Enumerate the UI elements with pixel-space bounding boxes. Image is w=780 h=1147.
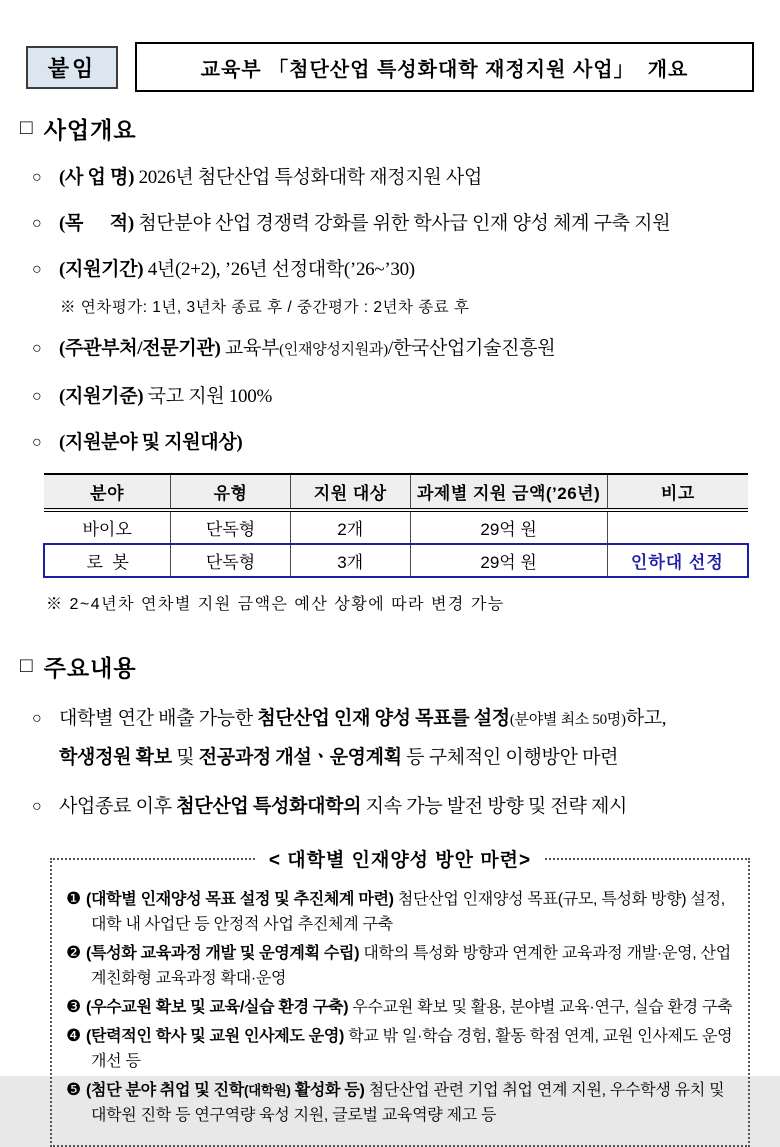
document-title: 교육부 「첨단산업 특성화대학 재정지원 사업」 개요 xyxy=(135,42,754,92)
circle-bullet-icon: ○ xyxy=(32,710,42,727)
text-run: 및 xyxy=(171,747,199,768)
text-run: 하고, xyxy=(625,708,667,729)
plan-box-title: < 대학별 인재양성 방안 마련> xyxy=(255,845,545,872)
text-run-bold: 첨단산업 특성화대학의 xyxy=(176,796,362,817)
table-row xyxy=(44,510,748,544)
bullet-criteria xyxy=(32,381,754,412)
bullet-fields xyxy=(32,427,754,458)
field-value-small: (인재양성지원과) xyxy=(279,342,388,358)
circle-bullet-icon: ○ xyxy=(32,388,42,405)
text-run: 대학별 연간 배출 가능한 xyxy=(59,708,258,729)
table-cell: 단독형 xyxy=(171,544,291,577)
bullet-text xyxy=(59,254,754,285)
plan-item-text: 첨단산업 인재양성 목표(규모, 특성화 방향) 설정, 대학 내 사업단 등 안정적 사업 추진체계 구축 xyxy=(91,891,725,933)
field-value: 2026년 첨단산업 특성화대학 재정지원 사업 xyxy=(134,167,483,188)
field-value: 첨단분야 산업 경쟁력 강화를 위한 학사급 인재 양성 체계 구축 지원 xyxy=(133,213,671,234)
circle-bullet-icon: ○ xyxy=(32,798,42,815)
square-bullet-icon: □ xyxy=(20,653,34,677)
table-cell: 바이오 xyxy=(44,510,171,544)
bullet-agency xyxy=(32,333,754,366)
numbered-circle-icon: ❶ xyxy=(66,889,81,908)
plan-item-label: (우수교원 확보 및 교육/실습 환경 구축) xyxy=(85,999,349,1016)
field-value: 4년(2+2), ’26년 선정대학(’26~’30) xyxy=(143,259,415,280)
document-header xyxy=(26,42,754,92)
plan-item xyxy=(66,886,738,937)
numbered-circle-icon: ❸ xyxy=(66,997,81,1016)
numbered-circle-icon: ❷ xyxy=(66,943,81,962)
text-run-small: (분야별 최소 50명) xyxy=(509,712,626,728)
section-title: 주요내용 xyxy=(43,655,137,681)
circle-bullet-icon: ○ xyxy=(32,169,42,186)
table-header-cell: 비고 xyxy=(607,474,748,510)
table-cell: 단독형 xyxy=(171,510,291,544)
support-table xyxy=(43,473,749,578)
field-label: (주관부처/전문기관) xyxy=(59,338,221,359)
numbered-circle-icon: ❺ xyxy=(66,1080,81,1099)
bullet-project-name xyxy=(32,162,754,193)
plan-item-text: 학교 밖 일·학습 경험, 활동 학점 연계, 교원 인사제도 운영 개선 등 xyxy=(91,1028,733,1070)
plan-item xyxy=(66,940,738,991)
text-run-bold: 학생정원 확보 xyxy=(59,747,172,768)
table-cell: 2개 xyxy=(290,510,410,544)
field-label: (지원기간) xyxy=(59,259,144,280)
plan-item xyxy=(66,994,738,1020)
section-title: 사업개요 xyxy=(43,117,137,143)
table-cell: 29억 원 xyxy=(410,510,607,544)
circle-bullet-icon: ○ xyxy=(32,261,42,278)
field-label: (목 적) xyxy=(59,213,134,234)
field-value: 국고 지원 100% xyxy=(143,386,272,407)
field-label: (지원기준) xyxy=(59,386,144,407)
text-run: 등 구체적인 이행방안 마련 xyxy=(401,747,619,768)
table-cell: 29억 원 xyxy=(410,544,607,577)
section-heading-overview xyxy=(20,112,754,145)
circle-bullet-icon: ○ xyxy=(32,215,42,232)
table-cell: 로 봇 xyxy=(44,544,171,577)
table-header-cell: 분야 xyxy=(44,474,171,510)
table-header-cell: 과제별 지원 금액(’26년) xyxy=(410,474,607,510)
bullet-purpose xyxy=(32,208,754,239)
plan-item-label: 활성화 등) xyxy=(290,1082,365,1099)
field-value: /한국산업기술진흥원 xyxy=(387,338,556,359)
square-bullet-icon: □ xyxy=(20,115,34,139)
bullet-talent-goal xyxy=(32,700,754,776)
talent-plan-box xyxy=(50,850,750,1147)
plan-item-label: (특성화 교육과정 개발 및 운영계획 수립) xyxy=(85,945,360,962)
text-run: 지속 가능 발전 방향 및 전략 제시 xyxy=(361,796,628,817)
table-cell xyxy=(607,510,748,544)
plan-item-label: (대학별 인재양성 목표 설정 및 추진체계 마련) xyxy=(85,891,394,908)
attachment-badge: 붙임 xyxy=(26,46,118,89)
text-run: 사업종료 이후 xyxy=(59,796,177,817)
period-evaluation-note: ※ 연차평가: 1년, 3년차 종료 후 / 중간평가 : 2년차 종료 후 xyxy=(60,299,470,316)
field-label: (지원분야 및 지원대상) xyxy=(59,432,243,453)
plan-item-text: 우수교원 확보 및 활용, 분야별 교육·연구, 실습 환경 구축 xyxy=(348,999,733,1016)
section-heading-main xyxy=(20,650,754,683)
field-value: 교육부 xyxy=(220,338,280,359)
table-footnote: ※ 2~4년차 연차별 지원 금액은 예산 상황에 따라 변경 가능 xyxy=(46,596,505,613)
bullet-text xyxy=(59,333,754,366)
table-header-cell: 지원 대상 xyxy=(290,474,410,510)
table-header-row xyxy=(44,474,748,510)
table-cell: 3개 xyxy=(290,544,410,577)
bullet-text xyxy=(59,381,754,412)
plan-item-label-small: (대학원) xyxy=(243,1083,291,1098)
plan-item xyxy=(66,1077,738,1128)
plan-item-label: (탄력적인 학사 및 교원 인사제도 운영) xyxy=(85,1028,345,1045)
bullet-text xyxy=(59,427,754,458)
table-row-highlighted xyxy=(44,544,748,577)
bullet-text xyxy=(59,162,754,193)
bullet-text xyxy=(59,700,754,776)
plan-item-label: (첨단 분야 취업 및 진학 xyxy=(85,1082,244,1099)
field-label: (사 업 명) xyxy=(59,167,135,188)
plan-item-text: 대학의 특성화 방향과 연계한 교육과정 개발·운영, 산업계친화형 교육과정 확대·운영 xyxy=(91,945,731,987)
bullet-period xyxy=(32,254,754,285)
bullet-text xyxy=(59,791,754,822)
circle-bullet-icon: ○ xyxy=(32,340,42,357)
text-run-bold: 첨단산업 인재 양성 목표를 설정 xyxy=(257,708,510,729)
plan-item-text: 첨단산업 관련 기업 취업 연계 지원, 우수학생 유치 및 대학원 진학 등 연구역량 육성 지원, 글로벌 교육역량 제고 등 xyxy=(91,1082,725,1124)
text-run-bold: 전공과정 개설ㆍ운영계획 xyxy=(198,747,402,768)
bullet-text xyxy=(59,208,754,239)
numbered-circle-icon: ❹ xyxy=(66,1026,81,1045)
plan-item xyxy=(66,1023,738,1074)
selection-note-cell: 인하대 선정 xyxy=(607,544,748,577)
circle-bullet-icon: ○ xyxy=(32,434,42,451)
bullet-sustainability xyxy=(32,791,754,822)
table-header-cell: 유형 xyxy=(171,474,291,510)
